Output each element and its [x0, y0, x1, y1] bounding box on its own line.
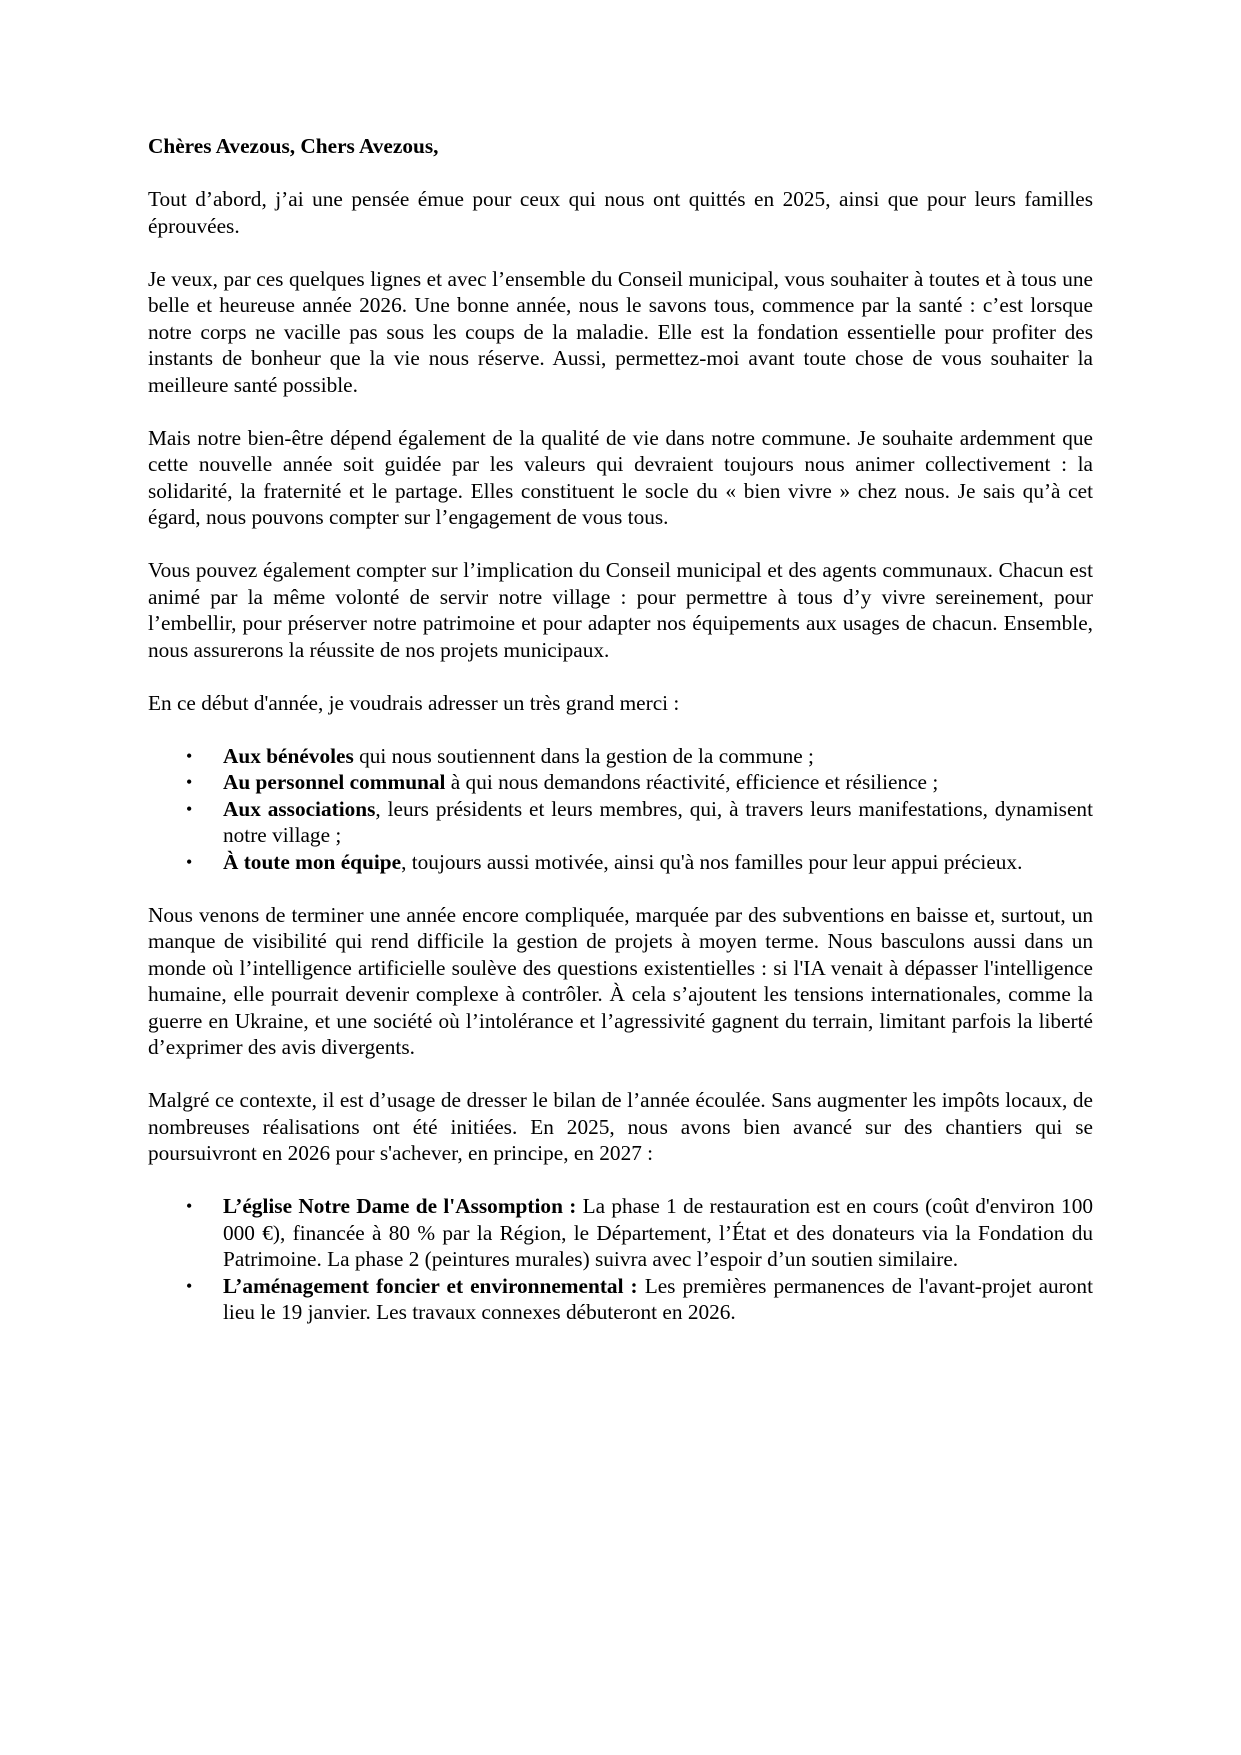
list-item-text: , leurs présidents et leurs membres, qui, à travers leurs manifestations, dynamisent notre village ; — [223, 796, 1093, 847]
list-item — [148, 849, 1093, 876]
paragraph-context: Nous venons de terminer une année encore compliquée, marquée par des subventions en baisse et, surtout, un manque de visibilité qui rend difficile la gestion de projets à moyen terme. Nous basculons aussi dans un monde où l’intelligence artificielle soulève des questions existentielles : si l'IA venait à dépasser l'intelligence humaine, elle pourrait devenir complexe à contrôler. À cela s’ajoutent les tensions internationales, comme la guerre en Ukraine, et une société où l’intolérance et l’agressivité gagnent du terrain, limitant parfois la liberté d’exprimer des avis divergents. — [148, 902, 1093, 1059]
paragraph-condolences: Tout d’abord, j’ai une pensée émue pour ceux qui nous ont quittés en 2025, ainsi que pour leurs familles éprouvées. — [148, 187, 1093, 238]
list-item-lead: Aux associations — [223, 796, 376, 821]
letter-page — [148, 133, 1093, 1352]
list-item-text: à qui nous demandons réactivité, efficience et résilience ; — [445, 770, 939, 794]
list-item-text: , toujours aussi motivée, ainsi qu'à nos familles pour leur appui précieux. — [401, 849, 1023, 874]
list-item-text: qui nous soutiennent dans la gestion de la commune ; — [353, 743, 814, 768]
list-item — [148, 1193, 1093, 1273]
paragraph-council: Vous pouvez également compter sur l’implication du Conseil municipal et des agents communaux. Chacun est animé par la même volonté de servir notre village : pour permettre à tous d’y vivre sereinement, pour l’embellir, pour préserver notre patrimoine et pour adapter nos équipements aux usages de chacun. Ensemble, nous assurerons la réussite de nos projets municipaux. — [148, 558, 1093, 662]
bullet-icon: • — [186, 1275, 193, 1296]
thanks-list — [148, 743, 1093, 876]
bullet-icon: • — [186, 1196, 193, 1216]
list-item-text: La phase 1 de restauration est en cours (coût d'environ 100 000 €), financée à 80 % par la Région, le Département, l’État et des donateurs via la Fondation du Patrimoine. La phase 2 (peintures murales) suivra avec l’espoir d’un soutien similaire. — [223, 1194, 1093, 1271]
bullet-icon: • — [186, 772, 193, 792]
list-item-text: Les premières permanences de l'avant-projet auront lieu le 19 janvier. Les travaux connexes débuteront en 2026. — [223, 1273, 1093, 1324]
list-item-lead: Aux bénévoles — [223, 743, 354, 768]
salutation: Chères Avezous, Chers Avezous, — [148, 134, 439, 158]
bullet-icon: • — [186, 745, 193, 766]
list-item — [148, 1273, 1093, 1326]
bullet-icon: • — [186, 851, 193, 872]
paragraph-wishes: Je veux, par ces quelques lignes et avec l’ensemble du Conseil municipal, vous souhaiter à toutes et à tous une belle et heureuse année 2026. Une bonne année, nous le savons tous, commence par la santé : c’est lorsque notre corps ne vacille pas sous les coups de la maladie. Elle est la fondation essentielle pour profiter des instants de bonheur que la vie nous réserve. Aussi, permettez-moi avant toute chose de vous souhaiter la meilleure santé possible. — [148, 266, 1093, 397]
paragraph-thanks-intro: En ce début d'année, je voudrais adresser un très grand merci : — [148, 690, 680, 715]
paragraph-values: Mais notre bien-être dépend également de la qualité de vie dans notre commune. Je souhaite ardemment que cette nouvelle année soit guidée par les valeurs qui devraient toujours nous animer collectivement : la solidarité, la fraternité et le partage. Elles constituent le socle du « bien vivre » chez nous. Je sais qu’à cet égard, nous pouvons compter sur l’engagement de vous tous. — [148, 425, 1093, 529]
list-item — [148, 769, 1093, 796]
projects-list — [148, 1193, 1093, 1326]
list-item-lead: L’aménagement foncier et environnemental : — [223, 1273, 638, 1298]
list-item-lead: Au personnel communal — [223, 770, 446, 794]
list-item-lead: À toute mon équipe — [223, 849, 402, 874]
paragraph-review: Malgré ce contexte, il est d’usage de dresser le bilan de l’année écoulée. Sans augmenter les impôts locaux, de nombreuses réalisations ont été initiées. En 2025, nous avons bien avancé sur des chantiers qui se poursuivront en 2026 pour s'achever, en principe, en 2027 : — [148, 1088, 1093, 1165]
bullet-icon: • — [186, 798, 193, 819]
list-item — [148, 743, 1093, 770]
list-item — [148, 796, 1093, 849]
list-item-lead: L’église Notre Dame de l'Assomption : — [223, 1194, 577, 1218]
